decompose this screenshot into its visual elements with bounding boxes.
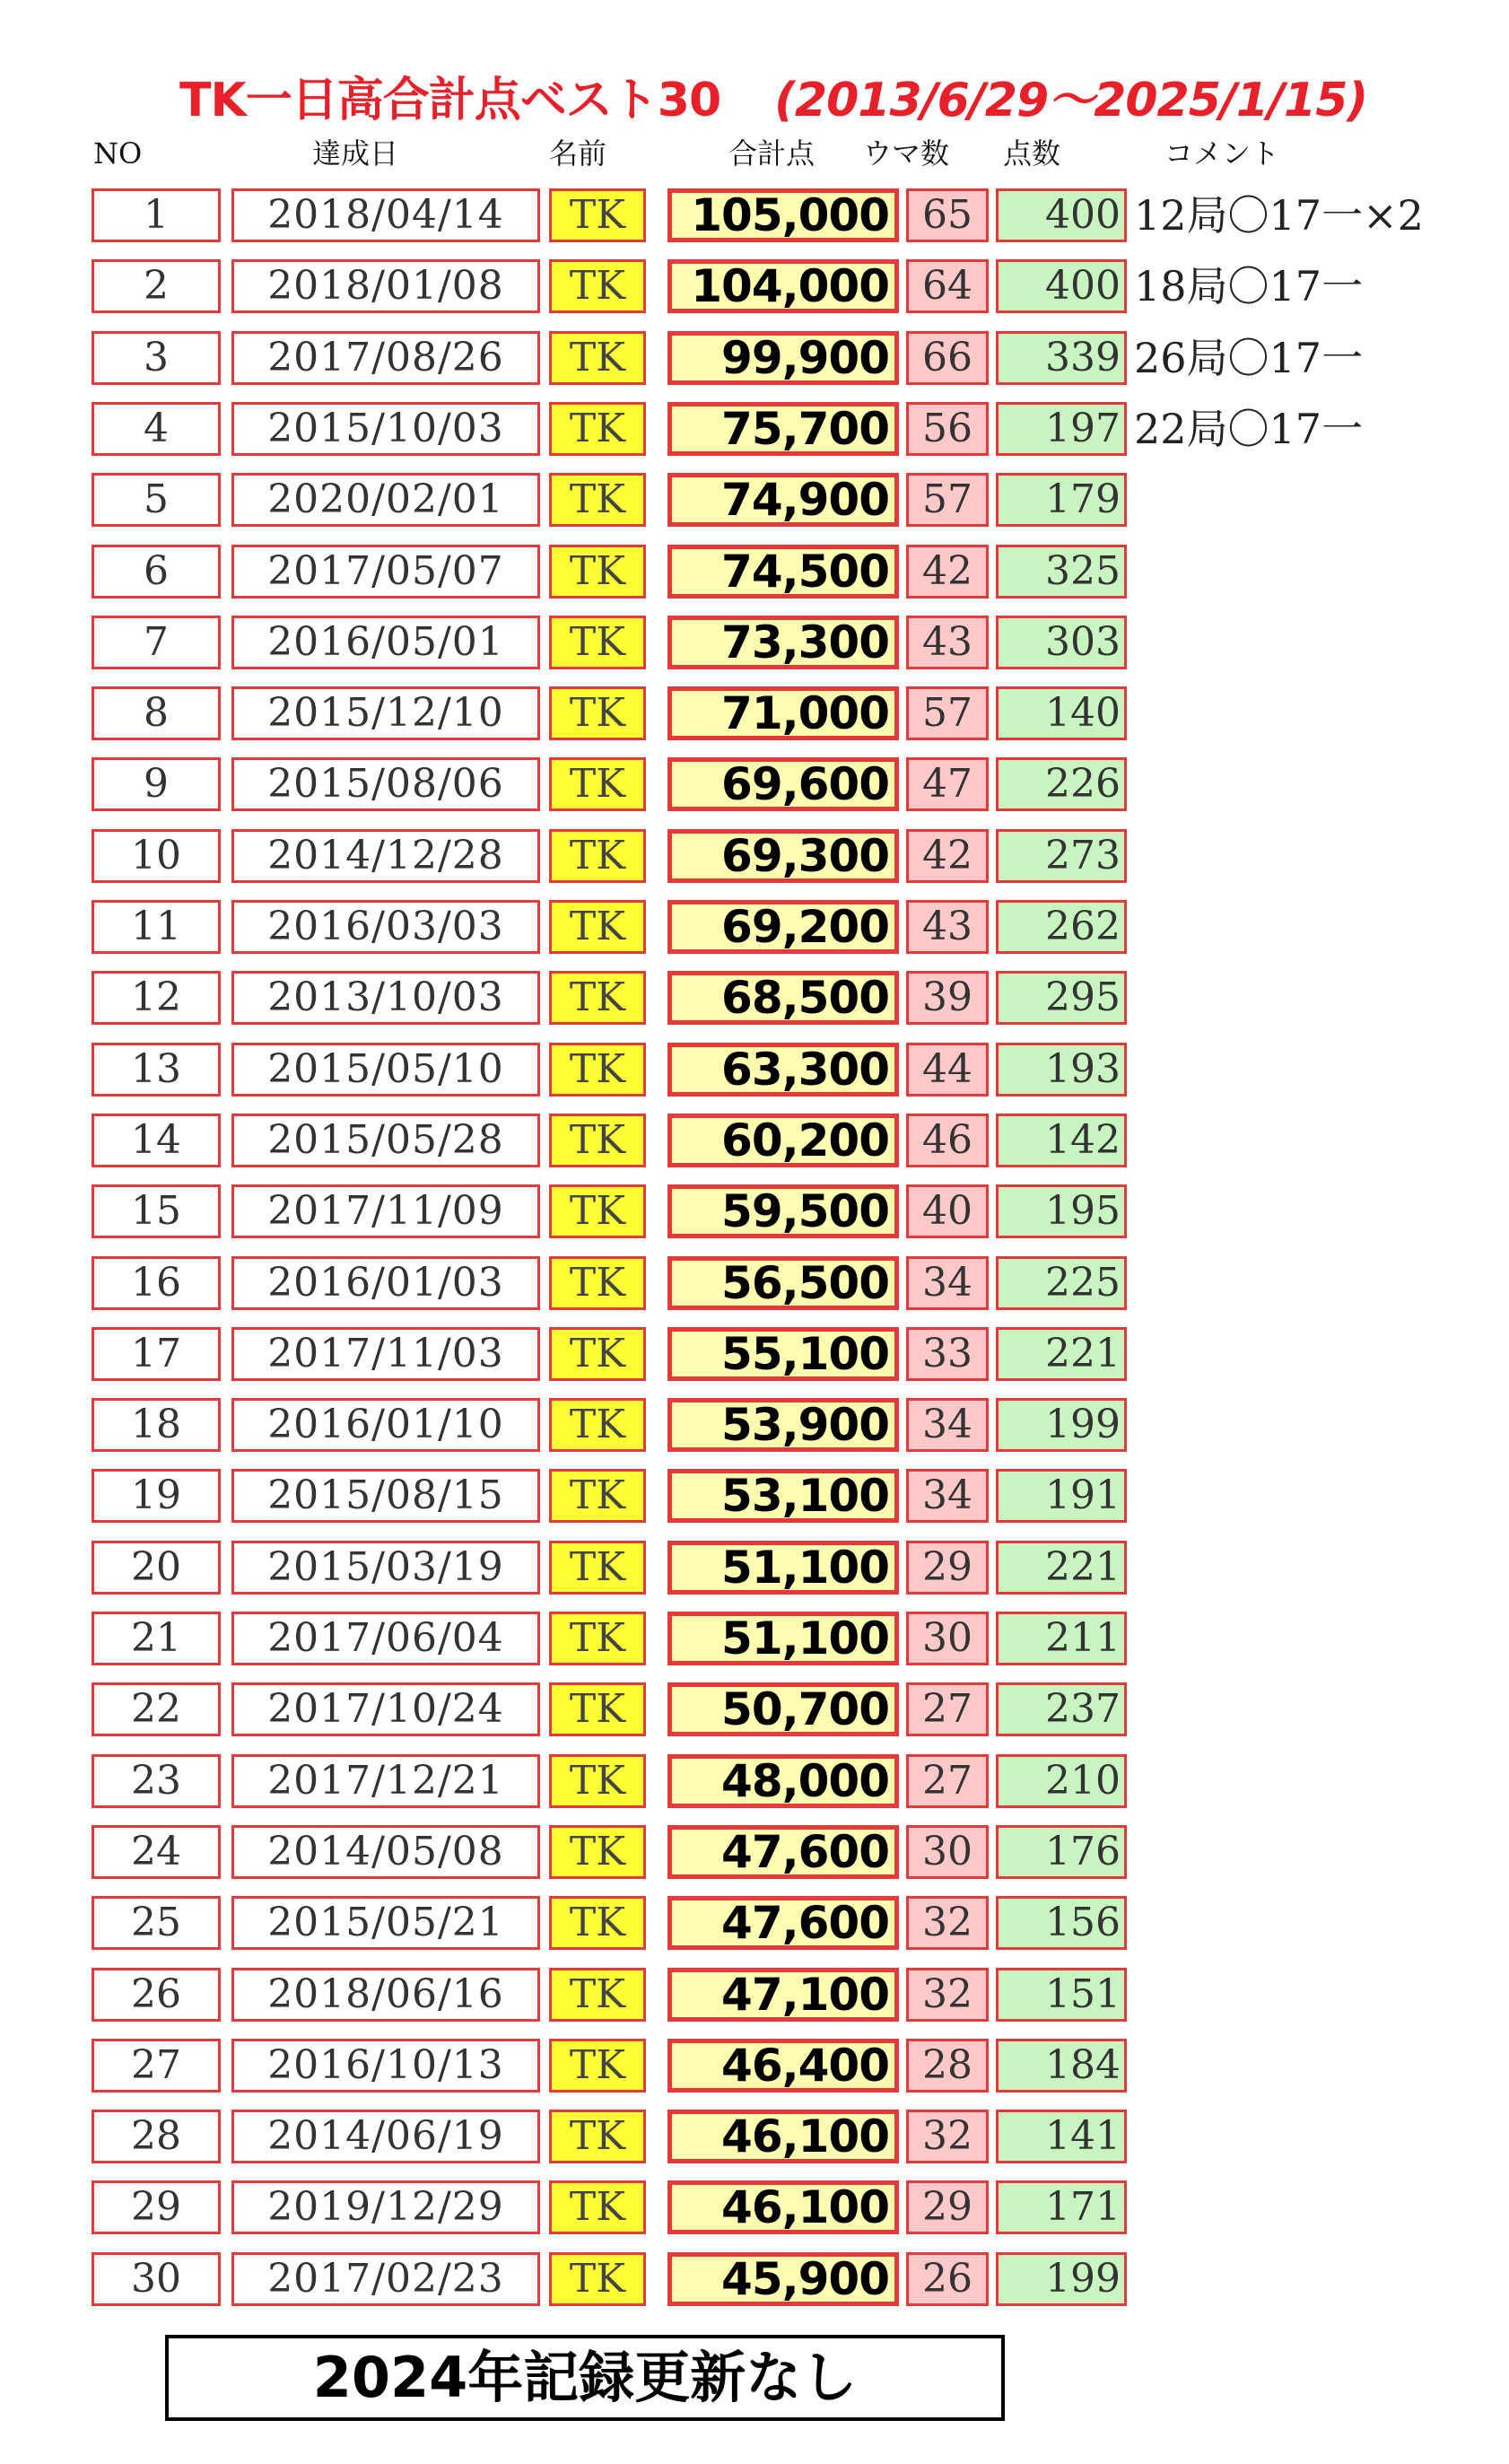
points-cell: 141 xyxy=(996,2110,1127,2163)
table-row xyxy=(0,1256,1509,1314)
total-score-cell: 59,500 xyxy=(667,1184,899,1238)
date-cell: 2014/05/08 xyxy=(231,1825,540,1879)
uma-count-cell: 42 xyxy=(906,829,989,883)
header-total: 合計点 xyxy=(728,136,816,170)
name-cell: TK xyxy=(549,1327,646,1381)
name-cell: TK xyxy=(549,1043,646,1097)
date-cell: 2015/12/10 xyxy=(231,686,540,740)
total-score-cell: 53,100 xyxy=(667,1469,899,1523)
name-cell: TK xyxy=(549,1612,646,1665)
rank-cell: 11 xyxy=(92,900,221,954)
comment-cell: 22局〇17一 xyxy=(1134,405,1364,453)
rank-cell: 3 xyxy=(92,331,221,385)
table-row xyxy=(0,2252,1509,2310)
page-title xyxy=(179,65,1382,136)
points-cell: 339 xyxy=(996,331,1127,385)
rank-cell: 9 xyxy=(92,757,221,811)
points-cell: 140 xyxy=(996,686,1127,740)
rank-cell: 19 xyxy=(92,1469,221,1523)
uma-count-cell: 42 xyxy=(906,545,989,599)
points-cell: 400 xyxy=(996,188,1127,242)
rank-cell: 18 xyxy=(92,1398,221,1452)
uma-count-cell: 30 xyxy=(906,1825,989,1879)
name-cell: TK xyxy=(549,1398,646,1452)
uma-count-cell: 26 xyxy=(906,2252,989,2306)
name-cell: TK xyxy=(549,1682,646,1736)
total-score-cell: 75,700 xyxy=(667,402,899,456)
date-cell: 2015/08/06 xyxy=(231,757,540,811)
uma-count-cell: 57 xyxy=(906,473,989,527)
points-cell: 142 xyxy=(996,1114,1127,1167)
points-cell: 197 xyxy=(996,402,1127,456)
date-cell: 2013/10/03 xyxy=(231,971,540,1025)
rank-cell: 29 xyxy=(92,2180,221,2234)
table-row xyxy=(0,1896,1509,1953)
rank-cell: 26 xyxy=(92,1968,221,2022)
name-cell: TK xyxy=(549,188,646,242)
total-score-cell: 71,000 xyxy=(667,686,899,740)
table-row xyxy=(0,1398,1509,1455)
name-cell: TK xyxy=(549,331,646,385)
total-score-cell: 55,100 xyxy=(667,1327,899,1381)
rank-cell: 13 xyxy=(92,1043,221,1097)
date-cell: 2015/05/21 xyxy=(231,1896,540,1950)
header-points: 点数 xyxy=(1003,136,1061,170)
points-cell: 156 xyxy=(996,1896,1127,1950)
date-cell: 2017/08/26 xyxy=(231,331,540,385)
uma-count-cell: 47 xyxy=(906,757,989,811)
date-cell: 2020/02/01 xyxy=(231,473,540,527)
rank-cell: 22 xyxy=(92,1682,221,1736)
uma-count-cell: 32 xyxy=(906,1896,989,1950)
table-row xyxy=(0,1043,1509,1100)
points-cell: 176 xyxy=(996,1825,1127,1879)
rank-cell: 1 xyxy=(92,188,221,242)
name-cell: TK xyxy=(549,1469,646,1523)
uma-count-cell: 65 xyxy=(906,188,989,242)
table-row xyxy=(0,1968,1509,2025)
name-cell: TK xyxy=(549,545,646,599)
date-cell: 2018/01/08 xyxy=(231,259,540,313)
uma-count-cell: 32 xyxy=(906,2110,989,2163)
points-cell: 221 xyxy=(996,1541,1127,1595)
total-score-cell: 46,100 xyxy=(667,2180,899,2234)
uma-count-cell: 34 xyxy=(906,1398,989,1452)
date-cell: 2017/10/24 xyxy=(231,1682,540,1736)
uma-count-cell: 29 xyxy=(906,2180,989,2234)
header-comment: コメント xyxy=(1164,136,1280,170)
total-score-cell: 68,500 xyxy=(667,971,899,1025)
total-score-cell: 104,000 xyxy=(667,259,899,313)
points-cell: 262 xyxy=(996,900,1127,954)
name-cell: TK xyxy=(549,757,646,811)
date-cell: 2017/11/03 xyxy=(231,1327,540,1381)
name-cell: TK xyxy=(549,971,646,1025)
name-cell: TK xyxy=(549,402,646,456)
rank-cell: 7 xyxy=(92,616,221,669)
rank-cell: 20 xyxy=(92,1541,221,1595)
total-score-cell: 47,600 xyxy=(667,1896,899,1950)
uma-count-cell: 57 xyxy=(906,686,989,740)
uma-count-cell: 27 xyxy=(906,1682,989,1736)
date-cell: 2014/12/28 xyxy=(231,829,540,883)
uma-count-cell: 30 xyxy=(906,1612,989,1665)
points-cell: 237 xyxy=(996,1682,1127,1736)
points-cell: 400 xyxy=(996,259,1127,313)
name-cell: TK xyxy=(549,1754,646,1808)
rank-cell: 28 xyxy=(92,2110,221,2163)
total-score-cell: 46,400 xyxy=(667,2039,899,2093)
total-score-cell: 46,100 xyxy=(667,2110,899,2163)
points-cell: 226 xyxy=(996,757,1127,811)
rank-cell: 30 xyxy=(92,2252,221,2306)
rank-cell: 2 xyxy=(92,259,221,313)
total-score-cell: 45,900 xyxy=(667,2252,899,2306)
table-row xyxy=(0,259,1509,317)
points-cell: 210 xyxy=(996,1754,1127,1808)
rank-cell: 15 xyxy=(92,1184,221,1238)
uma-count-cell: 32 xyxy=(906,1968,989,2022)
points-cell: 225 xyxy=(996,1256,1127,1310)
total-score-cell: 74,500 xyxy=(667,545,899,599)
total-score-cell: 69,300 xyxy=(667,829,899,883)
name-cell: TK xyxy=(549,2252,646,2306)
points-cell: 325 xyxy=(996,545,1127,599)
table-row xyxy=(0,616,1509,673)
uma-count-cell: 46 xyxy=(906,1114,989,1167)
name-cell: TK xyxy=(549,1968,646,2022)
rank-cell: 21 xyxy=(92,1612,221,1665)
rank-cell: 6 xyxy=(92,545,221,599)
uma-count-cell: 64 xyxy=(906,259,989,313)
total-score-cell: 73,300 xyxy=(667,616,899,669)
points-cell: 193 xyxy=(996,1043,1127,1097)
table-row xyxy=(0,2039,1509,2096)
name-cell: TK xyxy=(549,473,646,527)
total-score-cell: 69,200 xyxy=(667,900,899,954)
header-no: NO xyxy=(93,136,143,170)
name-cell: TK xyxy=(549,2180,646,2234)
name-cell: TK xyxy=(549,1184,646,1238)
name-cell: TK xyxy=(549,2039,646,2093)
table-row xyxy=(0,402,1509,459)
date-cell: 2015/03/19 xyxy=(231,1541,540,1595)
date-cell: 2018/06/16 xyxy=(231,1968,540,2022)
date-cell: 2016/03/03 xyxy=(231,900,540,954)
name-cell: TK xyxy=(549,686,646,740)
rank-cell: 14 xyxy=(92,1114,221,1167)
table-row xyxy=(0,971,1509,1028)
table-row xyxy=(0,188,1509,246)
header-uma: ウマ数 xyxy=(863,136,950,170)
date-cell: 2017/06/04 xyxy=(231,1612,540,1665)
points-cell: 191 xyxy=(996,1469,1127,1523)
uma-count-cell: 39 xyxy=(906,971,989,1025)
uma-count-cell: 44 xyxy=(906,1043,989,1097)
name-cell: TK xyxy=(549,1114,646,1167)
uma-count-cell: 43 xyxy=(906,616,989,669)
table-row xyxy=(0,900,1509,957)
rank-cell: 24 xyxy=(92,1825,221,1879)
table-row xyxy=(0,473,1509,530)
rank-cell: 23 xyxy=(92,1754,221,1808)
points-cell: 273 xyxy=(996,829,1127,883)
total-score-cell: 69,600 xyxy=(667,757,899,811)
total-score-cell: 47,600 xyxy=(667,1825,899,1879)
table-row xyxy=(0,2110,1509,2167)
name-cell: TK xyxy=(549,1541,646,1595)
total-score-cell: 53,900 xyxy=(667,1398,899,1452)
date-cell: 2015/08/15 xyxy=(231,1469,540,1523)
points-cell: 151 xyxy=(996,1968,1127,2022)
rank-cell: 16 xyxy=(92,1256,221,1310)
name-cell: TK xyxy=(549,900,646,954)
table-row xyxy=(0,1469,1509,1526)
table-row xyxy=(0,1327,1509,1385)
total-score-cell: 63,300 xyxy=(667,1043,899,1097)
table-row xyxy=(0,829,1509,887)
table-row xyxy=(0,1114,1509,1171)
name-cell: TK xyxy=(549,1825,646,1879)
date-cell: 2018/04/14 xyxy=(231,188,540,242)
title-date-range: (2013/6/29～2025/1/15) xyxy=(774,74,1368,127)
total-score-cell: 99,900 xyxy=(667,331,899,385)
table-row xyxy=(0,1541,1509,1598)
uma-count-cell: 28 xyxy=(906,2039,989,2093)
points-cell: 179 xyxy=(996,473,1127,527)
name-cell: TK xyxy=(549,1256,646,1310)
uma-count-cell: 29 xyxy=(906,1541,989,1595)
rank-cell: 17 xyxy=(92,1327,221,1381)
date-cell: 2015/10/03 xyxy=(231,402,540,456)
total-score-cell: 51,100 xyxy=(667,1612,899,1665)
rank-cell: 25 xyxy=(92,1896,221,1950)
uma-count-cell: 33 xyxy=(906,1327,989,1381)
date-cell: 2014/06/19 xyxy=(231,2110,540,2163)
date-cell: 2017/05/07 xyxy=(231,545,540,599)
points-cell: 303 xyxy=(996,616,1127,669)
date-cell: 2019/12/29 xyxy=(231,2180,540,2234)
table-row xyxy=(0,1612,1509,1669)
table-row xyxy=(0,757,1509,815)
uma-count-cell: 66 xyxy=(906,331,989,385)
total-score-cell: 47,100 xyxy=(667,1968,899,2022)
name-cell: TK xyxy=(549,259,646,313)
points-cell: 295 xyxy=(996,971,1127,1025)
rank-cell: 12 xyxy=(92,971,221,1025)
date-cell: 2015/05/28 xyxy=(231,1114,540,1167)
total-score-cell: 74,900 xyxy=(667,473,899,527)
date-cell: 2016/01/03 xyxy=(231,1256,540,1310)
points-cell: 199 xyxy=(996,1398,1127,1452)
uma-count-cell: 43 xyxy=(906,900,989,954)
uma-count-cell: 27 xyxy=(906,1754,989,1808)
rank-cell: 8 xyxy=(92,686,221,740)
points-cell: 171 xyxy=(996,2180,1127,2234)
total-score-cell: 60,200 xyxy=(667,1114,899,1167)
header-date: 達成日 xyxy=(312,136,399,170)
total-score-cell: 56,500 xyxy=(667,1256,899,1310)
total-score-cell: 50,700 xyxy=(667,1682,899,1736)
points-cell: 221 xyxy=(996,1327,1127,1381)
points-cell: 195 xyxy=(996,1184,1127,1238)
date-cell: 2017/12/21 xyxy=(231,1754,540,1808)
comment-cell: 18局〇17一 xyxy=(1134,262,1364,310)
points-cell: 184 xyxy=(996,2039,1127,2093)
rank-cell: 4 xyxy=(92,402,221,456)
rank-cell: 27 xyxy=(92,2039,221,2093)
date-cell: 2016/05/01 xyxy=(231,616,540,669)
name-cell: TK xyxy=(549,829,646,883)
name-cell: TK xyxy=(549,2110,646,2163)
date-cell: 2017/11/09 xyxy=(231,1184,540,1238)
footer-note: 2024年記録更新なし xyxy=(165,2335,1005,2421)
uma-count-cell: 56 xyxy=(906,402,989,456)
name-cell: TK xyxy=(549,616,646,669)
table-row xyxy=(0,2180,1509,2238)
table-row xyxy=(0,545,1509,602)
table-row xyxy=(0,1184,1509,1242)
rank-cell: 5 xyxy=(92,473,221,527)
table-row xyxy=(0,1825,1509,1883)
table-row xyxy=(0,331,1509,389)
uma-count-cell: 34 xyxy=(906,1469,989,1523)
title-main: TK一日高合計点ベスト30 xyxy=(179,74,721,127)
date-cell: 2017/02/23 xyxy=(231,2252,540,2306)
date-cell: 2015/05/10 xyxy=(231,1043,540,1097)
total-score-cell: 105,000 xyxy=(667,188,899,242)
uma-count-cell: 34 xyxy=(906,1256,989,1310)
name-cell: TK xyxy=(549,1896,646,1950)
comment-cell: 26局〇17一 xyxy=(1134,334,1364,382)
header-name: 名前 xyxy=(549,136,607,170)
table-row xyxy=(0,1754,1509,1812)
points-cell: 199 xyxy=(996,2252,1127,2306)
comment-cell: 12局〇17一×2 xyxy=(1134,191,1424,240)
uma-count-cell: 40 xyxy=(906,1184,989,1238)
date-cell: 2016/01/10 xyxy=(231,1398,540,1452)
points-cell: 211 xyxy=(996,1612,1127,1665)
total-score-cell: 51,100 xyxy=(667,1541,899,1595)
table-row xyxy=(0,686,1509,744)
table-row xyxy=(0,1682,1509,1740)
rank-cell: 10 xyxy=(92,829,221,883)
total-score-cell: 48,000 xyxy=(667,1754,899,1808)
date-cell: 2016/10/13 xyxy=(231,2039,540,2093)
